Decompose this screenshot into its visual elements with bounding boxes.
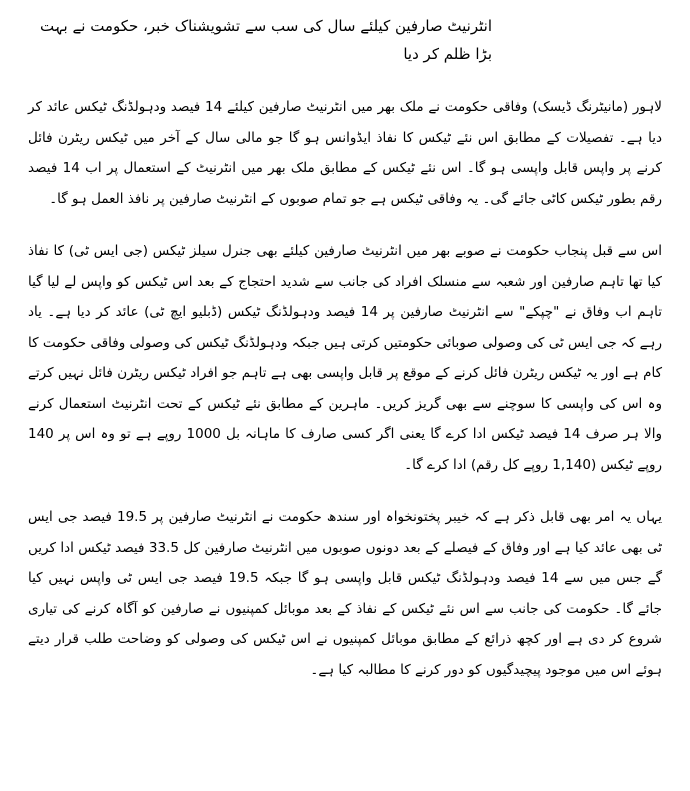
article-paragraph-2: اس سے قبل پنجاب حکومت نے صوبے بھر میں انٹرنیٹ صارفین کیلئے بھی جنرل سیلز ٹیکس (جی ایس ٹی) کا نفاذ کیا تھا تاہم صارفین اور شعبہ سے منسلک افراد کی جانب سے شدید احتجاج کے بعد اس ٹیکس کو واپس لے لیا گیا تاہم اب وفاق نے "چپکے" سے انٹرنیٹ صارفین پر 14 فیصد ودہولڈنگ ٹیکس (ڈبلیو ایچ ٹی) عائد کر دیا ہے۔ یاد رہے کہ جی ایس ٹی کی وصولی صوبائی حکومتیں کرتی ہیں جبکہ ودہولڈنگ ٹیکس کی وصولی وفاقی حکومت کا کام ہے اور یہ ٹیکس ریٹرن فائل کرنے کے موقع پر قابل واپسی بھی ہے تاہم جو افراد ٹیکس ریٹرن فائل نہیں کرتے وہ اس کی واپسی کا سوچنے سے بھی گریز کریں۔ ماہرین کے مطابق نئے ٹیکس کے تحت انٹرنیٹ استعمال کرنے والا ہر صرف 14 فیصد ٹیکس ادا کرے گا یعنی اگر کسی صارف کا ماہانہ بل 1000 روپے ہے تو وہ اس پر 140 روپے ٹیکس (1,140 روپے کل رقم) ادا کرے گا۔: [28, 243, 662, 473]
article-paragraph-3: یہاں یہ امر بھی قابل ذکر ہے کہ خیبر پختونخواہ اور سندھ حکومت نے انٹرنیٹ صارفین پر 19.5 فیصد جی ایس ٹی بھی عائد کیا ہے اور وفاق کے فیصلے کے بعد دونوں صوبوں میں انٹرنیٹ صارفین کل 33.5 فیصد ٹیکس ادا کریں گے جس میں سے 14 فیصد ودہولڈنگ ٹیکس قابل واپسی ہو گا جبکہ 19.5 فیصد جی ایس ٹی واپس نہیں کیا جائے گا۔ حکومت کی جانب سے اس نئے ٹیکس کے نفاذ کے بعد موبائل کمپنیوں نے صارفین کو آگاہ کرنے کی تیاری شروع کر دی ہے اور کچھ ذرائع کے مطابق موبائل کمپنیوں نے اس ٹیکس کی وصولی کو وضاحت طلب قرار دیتے ہوئے اس میں موجود پیچیدگیوں کو دور کرنے کا مطالبہ کیا ہے۔: [28, 509, 662, 678]
article-paragraph-1: لاہور (مانیٹرنگ ڈیسک) وفاقی حکومت نے ملک بھر میں انٹرنیٹ صارفین کیلئے 14 فیصد ودہولڈنگ ٹیکس عائد کر دیا ہے۔ تفصیلات کے مطابق اس نئے ٹیکس کا نفاذ ایڈوانس ہو گا جو مالی سال کے آخر میں ٹیکس ریٹرن فائل کرنے پر واپس قابل واپسی ہو گا۔ اس نئے ٹیکس کے مطابق ملک بھر میں انٹرنیٹ کے استعمال پر اب 14 فیصد رقم بطور ٹیکس کاٹی جائے گی۔ یہ وفاقی ٹیکس ہے جو تمام صوبوں کے انٹرنیٹ صارفین پر نافذ العمل ہو گا۔: [28, 99, 662, 207]
article-headline: انٹرنیٹ صارفین کیلئے سال کی سب سے تشویشناک خبر، حکومت نے بہت بڑا ظلم کر دیا: [40, 17, 492, 63]
